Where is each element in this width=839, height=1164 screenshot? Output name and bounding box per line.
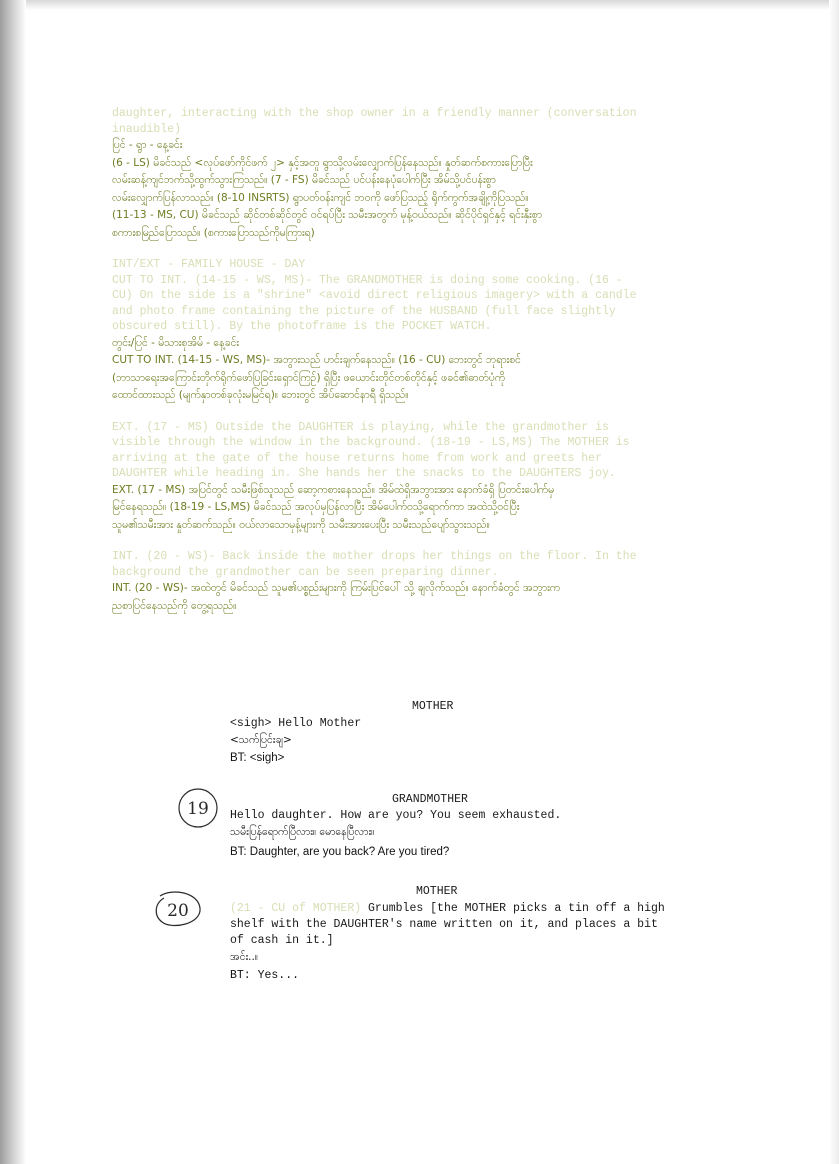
action-line-en: DAUGHTER while heading in. She hands her the snacks to the DAUGHTERS joy. xyxy=(112,467,616,480)
scene-heading-my: တွင်း/ပြင် - မိသားစုအိမ် - နေ့ခင်း xyxy=(112,336,239,349)
action-line-my: INT. (20 - WS)- အထဲတွင် မိခင်သည် သူမ၏ပစ္စည်းများကို ကြမ်းပြင်ပေါ် သို့ ချလိုက်သည်။ နောက်ခံတွင် အဘွားက xyxy=(112,582,561,594)
action-line-my: လမ်းလျှောက်ပြန်လာသည်။ (8-10 INSRTS) ရွာပတ်ဝန်းကျင် ဘဝကို ဖော်ပြသည့် ရိုက်ကွက်အချို့ကိုပြသည်။ xyxy=(112,191,529,204)
action-line-en: CUT TO INT. (14-15 - WS, MS)- The GRANDMOTHER is doing some cooking. (16 - xyxy=(112,273,623,287)
scene-block-2 xyxy=(112,257,762,405)
action-line-my: ထောင်ထားသည် (မျက်နှာတစ်ခုလုံးမမြင်ရ)။ ဘေးတွင် အိပ်ဆောင်နာရီ ရှိသည်။ xyxy=(112,389,409,401)
dialogue-translation-my: <သက်ပြင်းချ> xyxy=(230,734,292,746)
character-name: MOTHER xyxy=(416,885,458,898)
action-line-en: and photo frame containing the picture of the HUSBAND (full face slightly xyxy=(112,304,616,318)
script-page xyxy=(112,106,762,630)
character-name: GRANDMOTHER xyxy=(392,793,468,806)
action-line-my: EXT. (17 - MS) အပြင်တွင် သမီးဖြစ်သူသည် ဆော့ကစားနေသည်။ အိမ်ထဲရှိအဘွားအား နောက်ခံရှိ ပြတင်းပေါက်မှ xyxy=(112,483,555,496)
scene-heading-my: ပြင် - ရွာ - နေ့ခင်း xyxy=(112,139,183,151)
scan-shadow-left xyxy=(0,0,26,1164)
action-line-my: (6 - LS) မိခင်သည် <လုပ်ဖော်ကိုင်ဖက် ၂> နှင့်အတူ ရွာသို့လမ်းလျှောက်ပြန်နေသည်။ နှုတ်ဆက်စကားပြောပြီး xyxy=(112,156,533,169)
action-line-en: inaudible) xyxy=(112,122,182,136)
handwritten-annotation-circle xyxy=(176,786,222,830)
action-line-my: မြင်နေရသည်။ (18-19 - LS,MS) မိခင်သည် အလုပ်မှပြန်လာပြီး အိမ်ပေါက်ဝသို့ရောက်ကာ အထဲသို့ဝင်ပြီး xyxy=(112,501,520,513)
handwritten-annotation-circle xyxy=(150,886,206,932)
dialogue-line: Grumbles [the MOTHER picks a tin off a high xyxy=(368,902,665,915)
dialogue-translation-my: အင်း..။ xyxy=(230,951,258,963)
camera-direction: (21 - CU of MOTHER) xyxy=(230,902,362,915)
dialogue-line: Hello daughter. How are you? You seem exhausted. xyxy=(230,809,562,822)
scan-shadow-top xyxy=(0,0,839,10)
annotation-number: 20 xyxy=(167,901,189,921)
action-line-en: EXT. (17 - MS) Outside the DAUGHTER is playing, while the grandmother is xyxy=(112,420,609,434)
scene-block-3 xyxy=(112,420,762,535)
action-line-en: CU) On the side is a "shrine" <avoid direct religious imagery> with a candle xyxy=(112,289,637,302)
action-line-en: visible through the window in the background. (18-19 - LS,MS) The MOTHER is xyxy=(112,436,630,449)
dialogue-line-first xyxy=(230,901,665,917)
action-line-my: CUT TO INT. (14-15 - WS, MS)- အဘွားသည် ဟင်းချက်နေသည်။ (16 - CU) ဘေးတွင် ဘုရားစင် xyxy=(112,354,521,366)
scene-heading-en: INT/EXT - FAMILY HOUSE - DAY xyxy=(112,258,306,271)
action-line-en: arriving at the gate of the house returns home from work and greets her xyxy=(112,451,602,465)
action-line-my: ညစာပြင်နေသည်ကို တွေ့ရသည်။ xyxy=(112,599,237,612)
scene-block-1 xyxy=(112,106,762,242)
action-line-en: obscured still). By the photoframe is the POCKET WATCH. xyxy=(112,320,492,333)
action-line-my: စကားစမြည်ပြောသည်။ (စကားပြောသည်ကိုမကြားရ) xyxy=(112,226,315,239)
action-line-en: daughter, interacting with the shop owner in a friendly manner (conversation xyxy=(112,107,637,120)
back-translation: BT: Yes... xyxy=(230,969,300,982)
scene-block-4 xyxy=(112,549,762,615)
back-translation: BT: <sigh> xyxy=(230,752,285,764)
back-translation: BT: Daughter, are you back? Are you tired? xyxy=(230,846,450,858)
action-line-en: background the grandmother can be seen preparing dinner. xyxy=(112,565,499,579)
dialogue-translation-my: သမီးပြန်ရောက်ပြီလား။ မောနေပြီလား။ xyxy=(230,826,375,838)
scan-shadow-right xyxy=(829,0,839,1164)
action-line-en: INT. (20 - WS)- Back inside the mother drops her things on the floor. In the xyxy=(112,550,637,563)
dialogue-line: shelf with the DAUGHTER's name written on it, and places a bit xyxy=(230,918,658,931)
action-line-my: သူမ၏သမီးအား နှုတ်ဆက်သည်။ ဝယ်လာသောမုန့်များကို သမီးအားပေးပြီး သမီးသည်ပျော်သွားသည်။ xyxy=(112,518,490,531)
character-name: MOTHER xyxy=(412,700,454,713)
dialogue-line: of cash in it.] xyxy=(230,934,334,947)
action-line-my: (11-13 - MS, CU) မိခင်သည် ဆိုင်တစ်ဆိုင်တွင် ဝင်ရပ်ပြီး သမီးအတွက် မုန့်ဝယ်သည်။ ဆိုင်ပိုင်ရှင်နှင့် ရင်းနှီးစွာ xyxy=(112,209,542,221)
action-line-my: (ဘာသာရေးအကြောင်းတိုက်ရိုက်ဖော်ပြခြင်းရှောင်ကြဉ်) ရှိပြီး ဖယောင်းတိုင်တစ်တိုင်နှင့် ဖခင်၏ဓာတ်ပုံကို xyxy=(112,371,505,384)
action-line-my: လမ်းဆန့်ကျင်ဘက်သို့ထွက်သွားကြသည်။ (7 - FS) မိခင်သည် ပင်ပန်းနေပုံပေါက်ပြီး အိမ်သို့ပင်ပန်းစွာ xyxy=(112,174,496,186)
dialogue-line: <sigh> Hello Mother xyxy=(230,717,362,730)
annotation-number: 19 xyxy=(187,799,209,819)
